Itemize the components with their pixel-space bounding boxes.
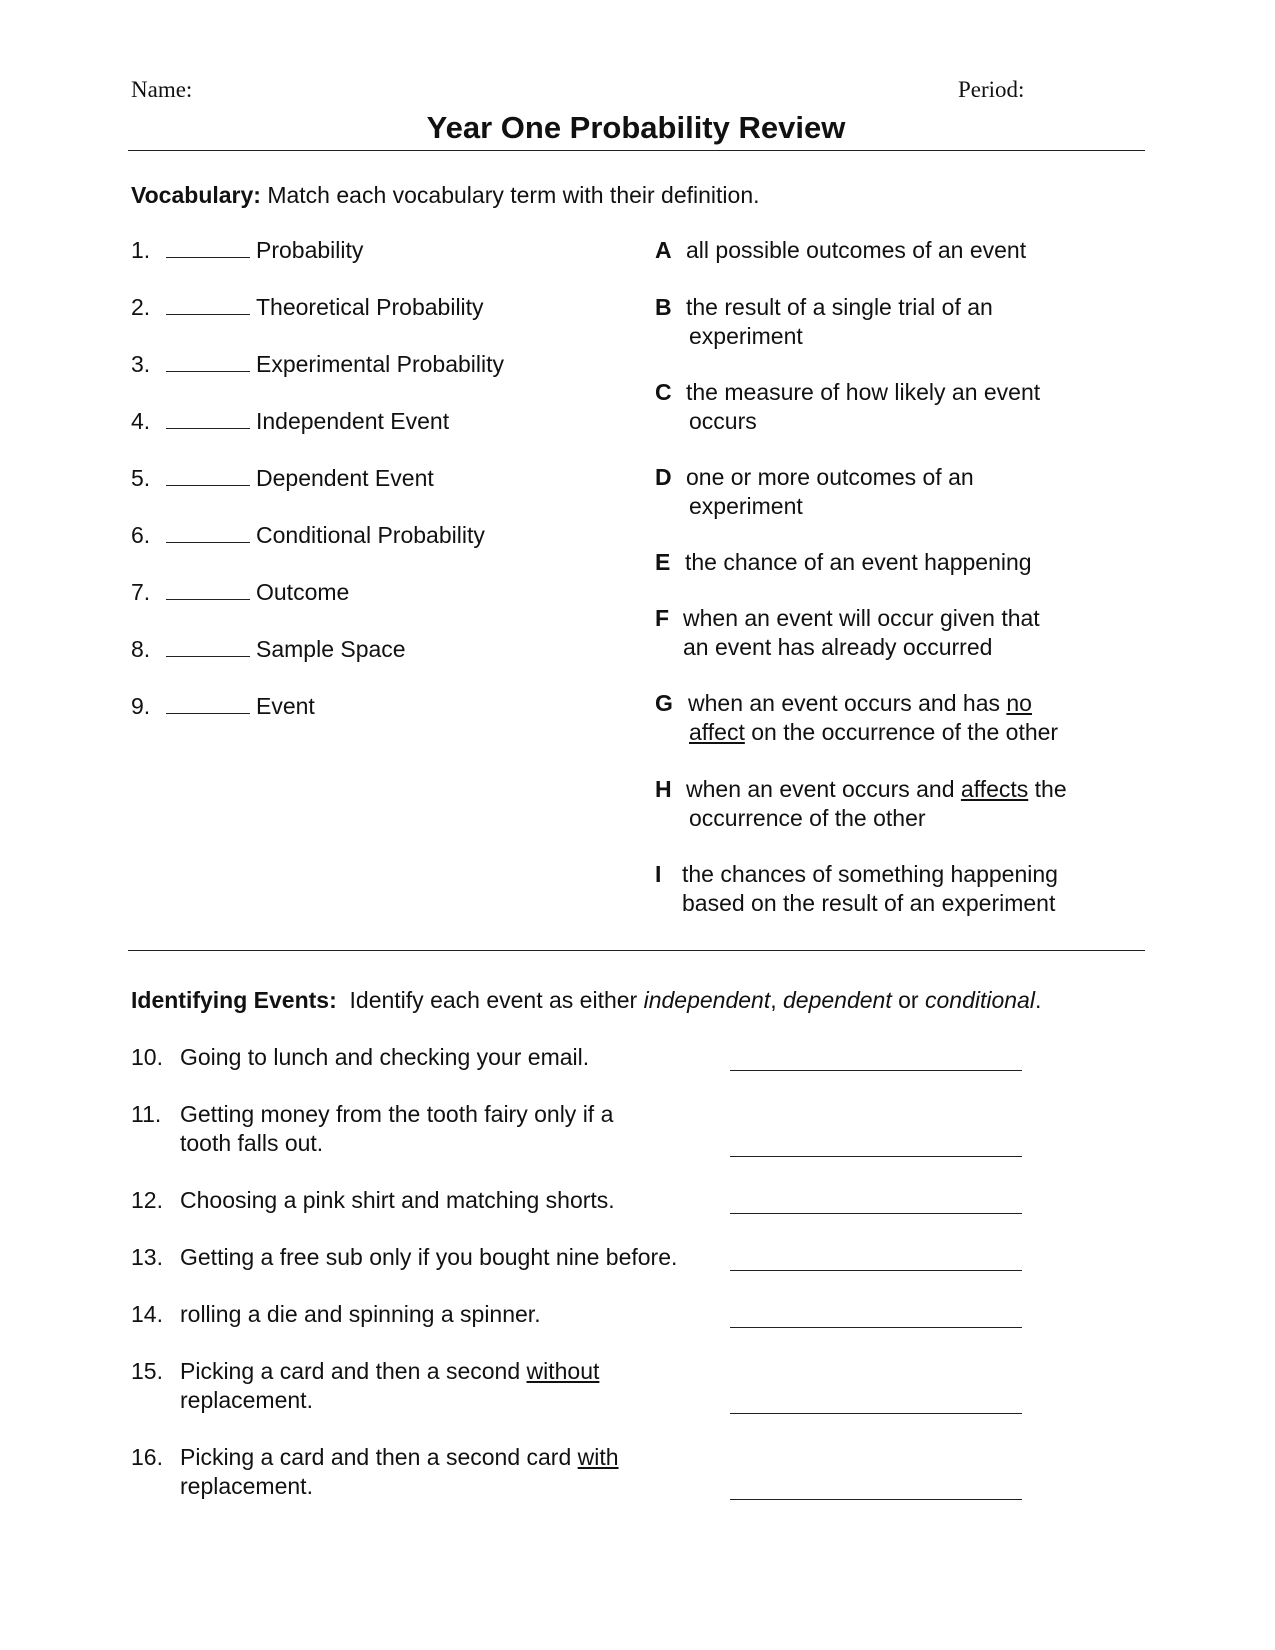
answer-blank[interactable] [166,353,250,372]
definition-letter: E [655,549,671,575]
term-label: Outcome [256,579,350,605]
question-line: tooth falls out. [180,1130,324,1156]
term-number: 8. [131,636,151,662]
vocabulary-label: Vocabulary: [131,182,261,208]
term-item [131,294,484,321]
vocabulary-instructions: Match each vocabulary term with their definition. [260,182,760,208]
definition-letter: C [655,379,672,405]
definition-text: the result of a single trial of an [686,294,993,320]
option-dependent: dependent [783,987,892,1013]
question-line: Getting money from the tooth fairy only if a [180,1101,614,1127]
definition-item [655,463,1125,521]
identifying-label: Identifying Events: [131,987,337,1013]
definition-text: experiment [689,493,803,519]
definition-letter: G [655,690,673,716]
option-conditional: conditional [924,987,1035,1013]
definition-text: all possible outcomes of an event [686,237,1027,263]
question-text: Going to lunch and checking your email. [180,1044,590,1070]
term-label: Dependent Event [256,465,434,491]
term-label: Event [256,693,315,719]
definition-item [655,689,1125,747]
answer-line[interactable] [730,1213,1022,1214]
emphasis-underline: no [1006,690,1032,716]
answer-line[interactable] [730,1156,1022,1157]
term-item [131,351,504,378]
definition-text: experiment [689,323,803,349]
answer-line[interactable] [730,1413,1022,1414]
question-line: replacement. [180,1387,313,1413]
definition-text: the [1028,776,1067,802]
definition-text: when an event occurs and has [688,690,1007,716]
question-line: Picking a card and then a second card [180,1444,578,1470]
definition-text: occurrence of the other [689,805,926,831]
definition-text: the measure of how likely an event [686,379,1041,405]
term-number: 1. [131,237,151,263]
section-divider [128,950,1145,951]
definition-letter: A [655,237,672,263]
answer-blank[interactable] [166,296,250,315]
definition-letter: H [655,776,672,802]
definition-text: the chances of something happening [682,861,1058,887]
definition-text: when an event occurs and [686,776,961,802]
answer-blank[interactable] [166,239,250,258]
definition-text: an event has already occurred [683,634,993,660]
term-item [131,522,485,549]
answer-blank[interactable] [166,581,250,600]
answer-blank[interactable] [166,524,250,543]
definition-item [655,860,1125,918]
separator: or [891,987,925,1013]
term-number: 4. [131,408,151,434]
question-number: 13. [131,1244,163,1270]
emphasis-underline: with [577,1444,619,1470]
answer-line[interactable] [730,1270,1022,1271]
question-line: replacement. [180,1473,313,1499]
answer-blank[interactable] [166,695,250,714]
term-item [131,465,434,492]
definition-text: when an event will occur given that [683,605,1040,631]
emphasis-underline: affect [689,719,745,745]
vocabulary-heading [131,182,760,209]
identifying-heading [131,987,1041,1014]
definition-letter: I [655,861,662,887]
definition-item [655,378,1125,436]
question-text [180,1443,700,1501]
answer-line[interactable] [730,1499,1022,1500]
term-item [131,408,449,435]
term-item [131,237,363,264]
term-number: 5. [131,465,151,491]
question-number: 15. [131,1358,163,1384]
definition-item [655,293,1125,351]
term-label: Sample Space [256,636,406,662]
definition-text: based on the result of an experiment [682,890,1056,916]
question-text [180,1100,700,1158]
question-line: Picking a card and then a second [180,1358,527,1384]
term-label: Probability [256,237,364,263]
option-independent: independent [643,987,771,1013]
definition-text: occurs [689,408,757,434]
period-mark: . [1034,987,1042,1013]
definition-letter: F [655,605,670,631]
definition-text: the chance of an event happening [685,549,1032,575]
term-label: Theoretical Probability [256,294,484,320]
term-number: 7. [131,579,151,605]
separator: , [770,987,784,1013]
definition-item [655,548,1125,577]
question-number: 12. [131,1187,163,1213]
name-label: Name: [131,77,193,102]
definition-letter: B [655,294,672,320]
answer-blank[interactable] [166,410,250,429]
definition-item [655,604,1125,662]
period-label: Period: [958,77,1025,102]
definition-text: on the occurrence of the other [744,719,1059,745]
term-number: 2. [131,294,151,320]
term-label: Conditional Probability [256,522,485,548]
page-title: Year One Probability Review [426,110,846,145]
question-number: 10. [131,1044,163,1070]
question-text: rolling a die and spinning a spinner. [180,1301,541,1327]
term-number: 3. [131,351,151,377]
term-number: 9. [131,693,151,719]
term-number: 6. [131,522,151,548]
answer-blank[interactable] [166,467,250,486]
answer-blank[interactable] [166,638,250,657]
question-number: 16. [131,1444,163,1470]
question-text: Getting a free sub only if you bought nine before. [180,1244,678,1270]
definition-text: one or more outcomes of an [686,464,974,490]
term-item [131,693,315,720]
answer-line[interactable] [730,1327,1022,1328]
term-label: Experimental Probability [256,351,505,377]
emphasis-underline: without [526,1358,600,1384]
title-divider [128,150,1145,151]
answer-line[interactable] [730,1070,1022,1071]
question-number: 14. [131,1301,163,1327]
question-text: Choosing a pink shirt and matching shorts. [180,1187,615,1213]
question-number: 11. [131,1101,162,1127]
question-text [180,1357,700,1415]
term-item [131,579,349,606]
term-item [131,636,406,663]
definition-item [655,236,1125,265]
definition-item [655,775,1125,833]
term-label: Independent Event [256,408,450,434]
identifying-instructions: Identify each event as either [336,987,644,1013]
definition-letter: D [655,464,672,490]
emphasis-underline: affects [960,776,1029,802]
